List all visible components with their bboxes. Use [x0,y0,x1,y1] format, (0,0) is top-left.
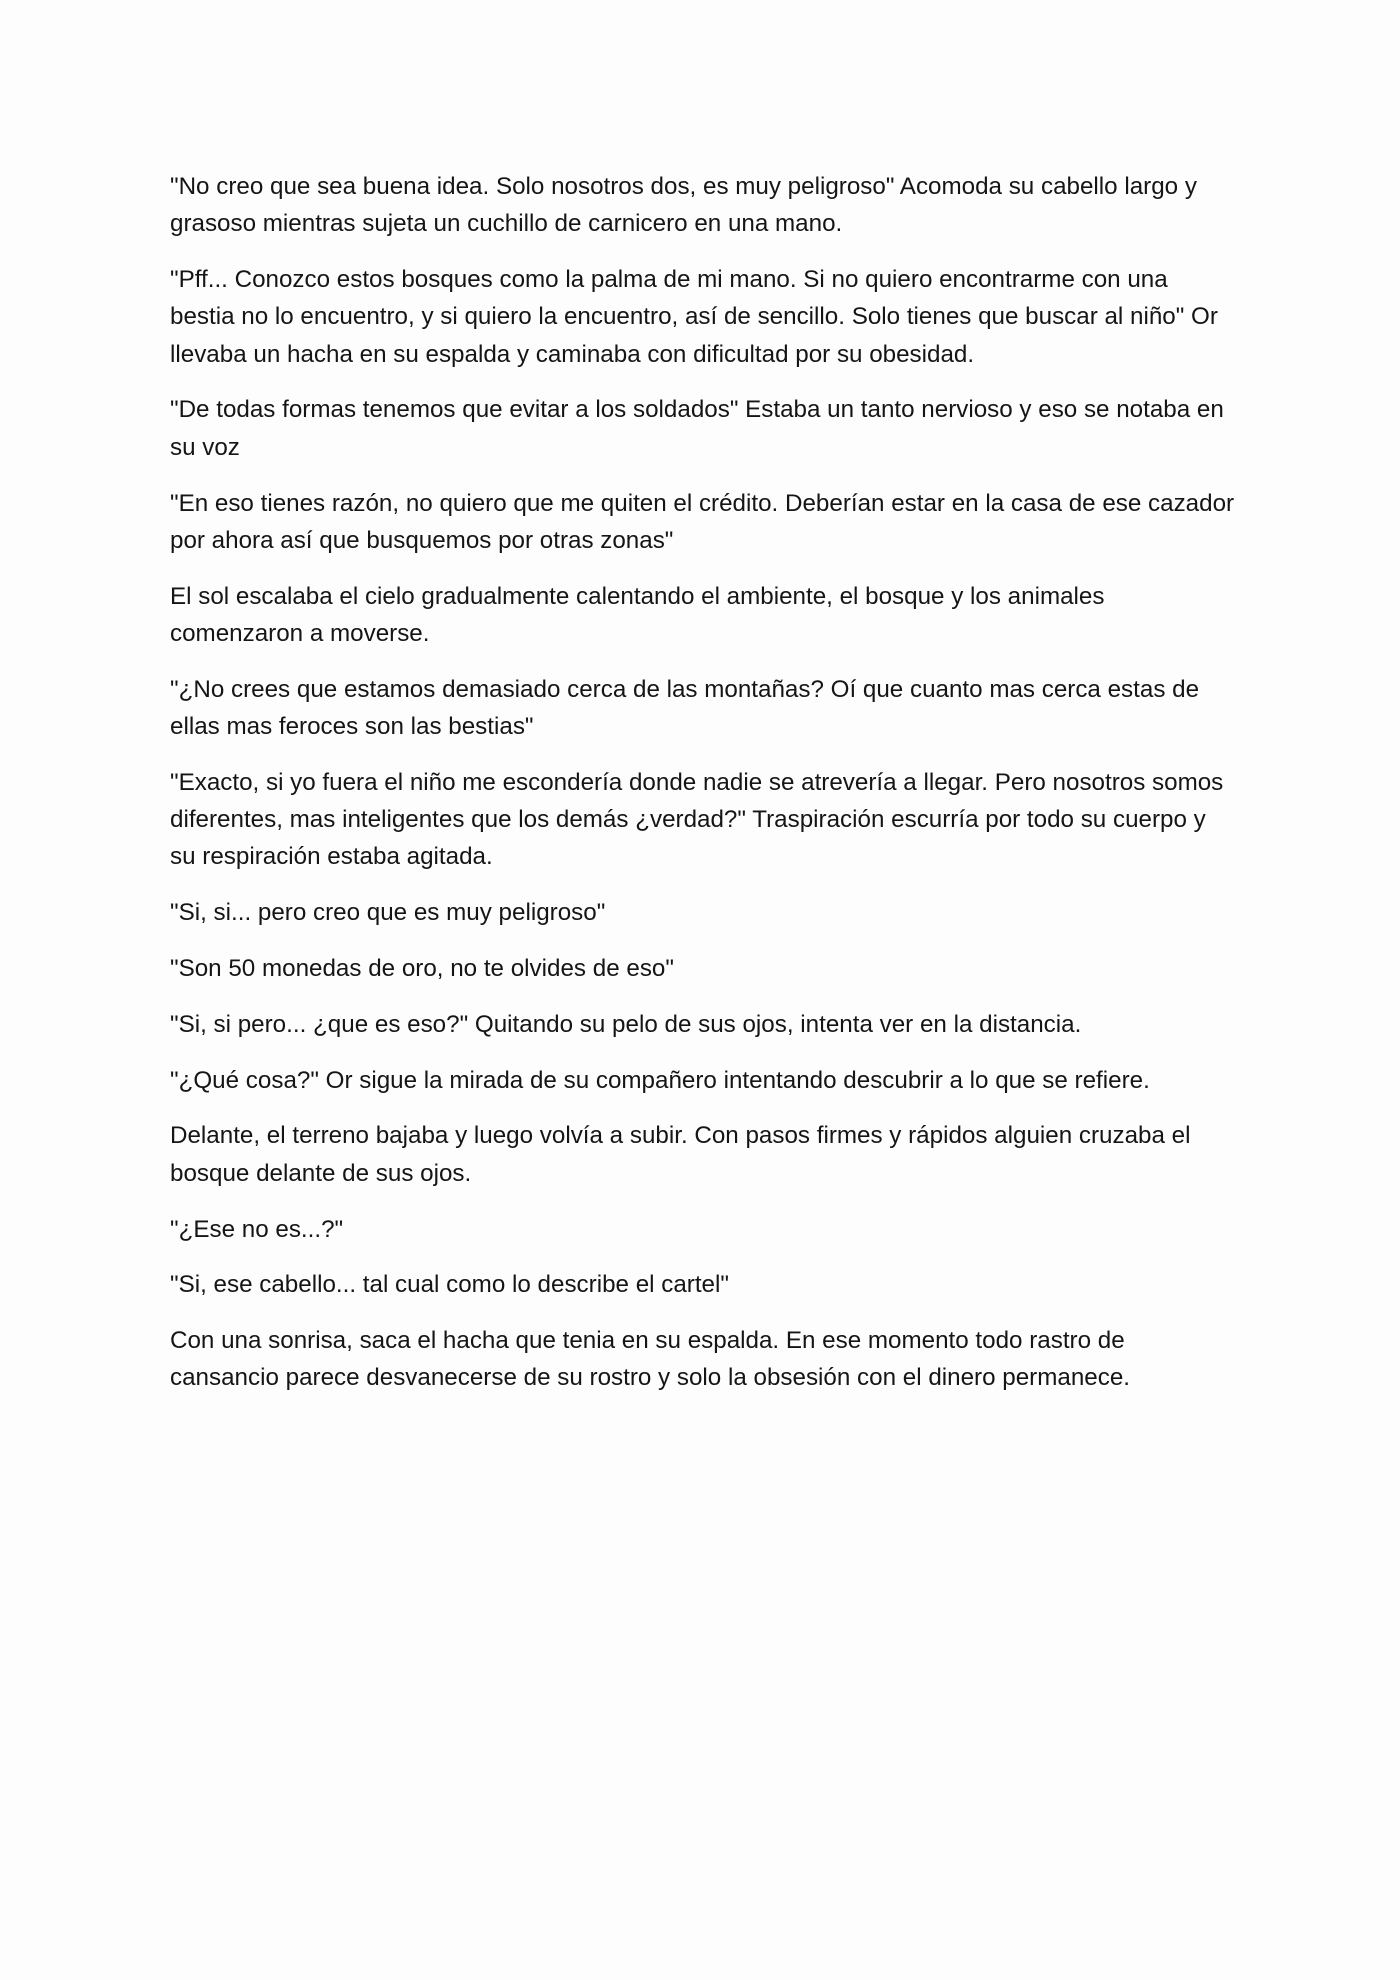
paragraph: Con una sonrisa, saca el hacha que tenia en su espalda. En ese momento todo rastro de cansancio parece desvanecerse de su rostro y solo la obsesión con el dinero permanece. [170,1327,1131,1392]
paragraph: "No creo que sea buena idea. Solo nosotros dos, es muy peligroso" Acomoda su cabello largo y grasoso mientras sujeta un cuchillo de carnicero en una mano. [170,173,1197,238]
paragraph: "En eso tienes razón, no quiero que me quiten el crédito. Deberían estar en la casa de ese cazador por ahora así que busquemos por otras zonas" [170,489,1235,554]
paragraph: "Pff... Conozco estos bosques como la palma de mi mano. Si no quiero encontrarme con una bestia no lo encuentro, y si quiero la encuentro, así de sencillo. Solo tienes que buscar al niño" Or llevaba un hacha en su espalda y caminaba con dificultad por su obesidad. [170,266,1218,368]
paragraph: Delante, el terreno bajaba y luego volvía a subir. Con pasos firmes y rápidos alguien cruzaba el bosque delante de sus ojos. [170,1122,1191,1187]
paragraph: "¿No crees que estamos demasiado cerca de las montañas? Oí que cuanto mas cerca estas de ellas mas feroces son las bestias" [170,675,1200,741]
paragraph: "Si, ese cabello... tal cual como lo describe el cartel" [170,1271,729,1299]
paragraph: "¿Ese no es...?" [170,1215,344,1243]
paragraph: "Son 50 monedas de oro, no te olvides de eso" [170,955,674,983]
paragraph: "Si, si pero... ¿que es eso?" Quitando su pelo de sus ojos, intenta ver en la distancia. [170,1010,1082,1038]
paragraph: El sol escalaba el cielo gradualmente calentando el ambiente, el bosque y los animales comenzaron a moverse. [170,582,1105,647]
paragraph: "De todas formas tenemos que evitar a los soldados" Estaba un tanto nervioso y eso se notaba en su voz [170,396,1224,461]
paragraph: "¿Qué cosa?" Or sigue la mirada de su compañero intentando descubrir a lo que se refiere. [170,1066,1150,1094]
paragraph: "Si, si... pero creo que es muy peligroso" [170,899,606,927]
paragraph: "Exacto, si yo fuera el niño me escondería donde nadie se atrevería a llegar. Pero nosotros somos diferentes, mas inteligentes que los demás ¿verdad?" Traspiración escurría por todo su cuerpo y su respiración estaba agitada. [170,768,1224,871]
body-text [170,168,1235,1415]
